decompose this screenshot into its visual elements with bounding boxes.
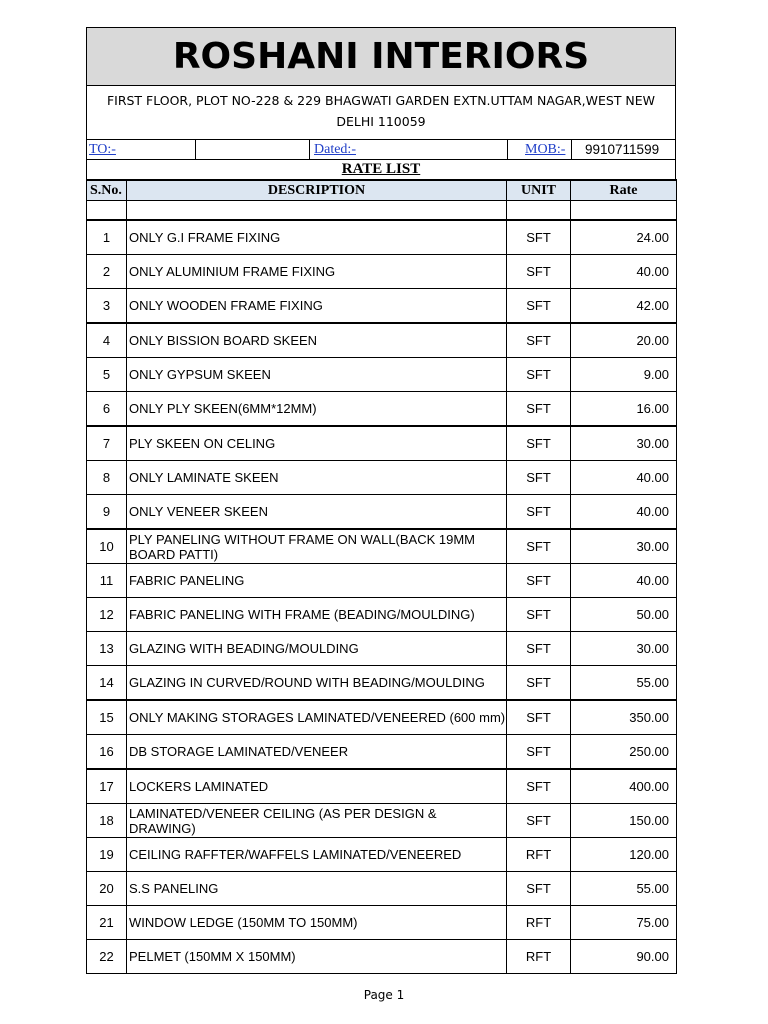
row-unit: SFT — [507, 769, 571, 804]
row-description: LAMINATED/VENEER CEILING (AS PER DESIGN & DRAWING) — [127, 804, 507, 838]
row-sno: 1 — [87, 220, 127, 255]
row-description: CEILING RAFFTER/WAFFELS LAMINATED/VENEERED — [127, 838, 507, 872]
row-sno: 5 — [87, 358, 127, 392]
row-description: S.S PANELING — [127, 872, 507, 906]
table-row — [87, 632, 677, 666]
table-row — [87, 495, 677, 530]
row-rate: 55.00 — [571, 872, 677, 906]
row-unit: SFT — [507, 529, 571, 564]
row-sno: 11 — [87, 564, 127, 598]
row-rate: 55.00 — [571, 666, 677, 701]
row-unit: SFT — [507, 666, 571, 701]
row-description: PLY PANELING WITHOUT FRAME ON WALL(BACK 19MM BOARD PATTI) — [127, 529, 507, 564]
table-row — [87, 940, 677, 974]
table-row — [87, 872, 677, 906]
row-unit: SFT — [507, 495, 571, 530]
address-line-2: DELHI 110059 — [336, 114, 426, 129]
header-rate: Rate — [571, 180, 677, 201]
row-description: ONLY ALUMINIUM FRAME FIXING — [127, 255, 507, 289]
row-unit: SFT — [507, 598, 571, 632]
address-line-1: FIRST FLOOR, PLOT NO-228 & 229 BHAGWATI GARDEN EXTN.UTTAM NAGAR,WEST NEW — [106, 93, 656, 108]
row-description: FABRIC PANELING WITH FRAME (BEADING/MOULDING) — [127, 598, 507, 632]
table-row — [87, 323, 677, 358]
table-row — [87, 426, 677, 461]
table-row — [87, 529, 677, 564]
row-sno: 17 — [87, 769, 127, 804]
row-rate: 90.00 — [571, 940, 677, 974]
row-sno: 14 — [87, 666, 127, 701]
table-row — [87, 461, 677, 495]
row-sno: 12 — [87, 598, 127, 632]
row-unit: SFT — [507, 323, 571, 358]
mob-value: 9910711599 — [585, 142, 660, 157]
row-rate: 30.00 — [571, 632, 677, 666]
header-sno: S.No. — [87, 180, 127, 201]
row-description: DB STORAGE LAMINATED/VENEER — [127, 735, 507, 770]
header-description: DESCRIPTION — [127, 180, 507, 201]
rate-table — [86, 179, 677, 974]
row-sno: 10 — [87, 529, 127, 564]
divider — [195, 140, 196, 159]
row-description: ONLY VENEER SKEEN — [127, 495, 507, 530]
rate-list-title: RATE LIST — [86, 160, 676, 179]
row-sno: 4 — [87, 323, 127, 358]
row-rate: 42.00 — [571, 289, 677, 324]
row-description: LOCKERS LAMINATED — [127, 769, 507, 804]
table-row — [87, 289, 677, 324]
row-unit: SFT — [507, 358, 571, 392]
to-label: TO:- — [89, 142, 116, 157]
row-rate: 30.00 — [571, 426, 677, 461]
row-description: GLAZING IN CURVED/ROUND WITH BEADING/MOULDING — [127, 666, 507, 701]
row-sno: 8 — [87, 461, 127, 495]
row-rate: 20.00 — [571, 323, 677, 358]
row-rate: 400.00 — [571, 769, 677, 804]
blank-row — [87, 201, 677, 221]
row-description: PLY SKEEN ON CELING — [127, 426, 507, 461]
table-row — [87, 564, 677, 598]
row-description: ONLY G.I FRAME FIXING — [127, 220, 507, 255]
row-sno: 6 — [87, 392, 127, 427]
row-sno: 21 — [87, 906, 127, 940]
table-row — [87, 392, 677, 427]
row-unit: SFT — [507, 735, 571, 770]
row-description: ONLY MAKING STORAGES LAMINATED/VENEERED (600 mm) — [127, 700, 507, 735]
table-row — [87, 666, 677, 701]
table-row — [87, 598, 677, 632]
table-row — [87, 220, 677, 255]
row-sno: 22 — [87, 940, 127, 974]
rate-list-sheet — [86, 27, 676, 974]
row-rate: 150.00 — [571, 804, 677, 838]
row-rate: 50.00 — [571, 598, 677, 632]
row-description: GLAZING WITH BEADING/MOULDING — [127, 632, 507, 666]
table-row — [87, 255, 677, 289]
table-row — [87, 735, 677, 770]
row-rate: 120.00 — [571, 838, 677, 872]
row-rate: 75.00 — [571, 906, 677, 940]
row-sno: 18 — [87, 804, 127, 838]
row-rate: 250.00 — [571, 735, 677, 770]
row-unit: SFT — [507, 872, 571, 906]
row-unit: SFT — [507, 220, 571, 255]
company-address — [86, 86, 676, 140]
row-rate: 40.00 — [571, 461, 677, 495]
divider — [507, 140, 508, 159]
row-description: PELMET (150MM X 150MM) — [127, 940, 507, 974]
row-description: ONLY GYPSUM SKEEN — [127, 358, 507, 392]
row-description: FABRIC PANELING — [127, 564, 507, 598]
row-unit: SFT — [507, 632, 571, 666]
divider — [571, 140, 572, 159]
row-unit: SFT — [507, 700, 571, 735]
row-unit: RFT — [507, 940, 571, 974]
row-description: ONLY BISSION BOARD SKEEN — [127, 323, 507, 358]
row-sno: 13 — [87, 632, 127, 666]
row-sno: 9 — [87, 495, 127, 530]
recipient-line — [86, 140, 676, 160]
row-unit: SFT — [507, 392, 571, 427]
row-unit: RFT — [507, 906, 571, 940]
row-description: ONLY PLY SKEEN(6MM*12MM) — [127, 392, 507, 427]
row-rate: 24.00 — [571, 220, 677, 255]
row-rate: 40.00 — [571, 564, 677, 598]
dated-label: Dated:- — [314, 142, 356, 157]
table-row — [87, 906, 677, 940]
row-sno: 15 — [87, 700, 127, 735]
table-header-row — [87, 180, 677, 201]
table-row — [87, 700, 677, 735]
row-sno: 2 — [87, 255, 127, 289]
row-rate: 30.00 — [571, 529, 677, 564]
mob-label: MOB:- — [525, 142, 566, 157]
page-number: Page 1 — [363, 988, 405, 1002]
header-unit: UNIT — [507, 180, 571, 201]
row-rate: 16.00 — [571, 392, 677, 427]
row-unit: SFT — [507, 564, 571, 598]
row-description: WINDOW LEDGE (150MM TO 150MM) — [127, 906, 507, 940]
row-rate: 350.00 — [571, 700, 677, 735]
row-sno: 7 — [87, 426, 127, 461]
divider — [309, 140, 310, 159]
row-description: ONLY LAMINATE SKEEN — [127, 461, 507, 495]
row-unit: SFT — [507, 255, 571, 289]
row-sno: 3 — [87, 289, 127, 324]
company-name: ROSHANI INTERIORS — [86, 27, 676, 86]
row-rate: 40.00 — [571, 495, 677, 530]
row-unit: SFT — [507, 289, 571, 324]
row-unit: RFT — [507, 838, 571, 872]
row-unit: SFT — [507, 426, 571, 461]
row-description: ONLY WOODEN FRAME FIXING — [127, 289, 507, 324]
table-row — [87, 769, 677, 804]
table-row — [87, 804, 677, 838]
row-sno: 19 — [87, 838, 127, 872]
row-rate: 9.00 — [571, 358, 677, 392]
table-row — [87, 838, 677, 872]
row-unit: SFT — [507, 461, 571, 495]
row-unit: SFT — [507, 804, 571, 838]
row-sno: 16 — [87, 735, 127, 770]
row-rate: 40.00 — [571, 255, 677, 289]
table-row — [87, 358, 677, 392]
row-sno: 20 — [87, 872, 127, 906]
